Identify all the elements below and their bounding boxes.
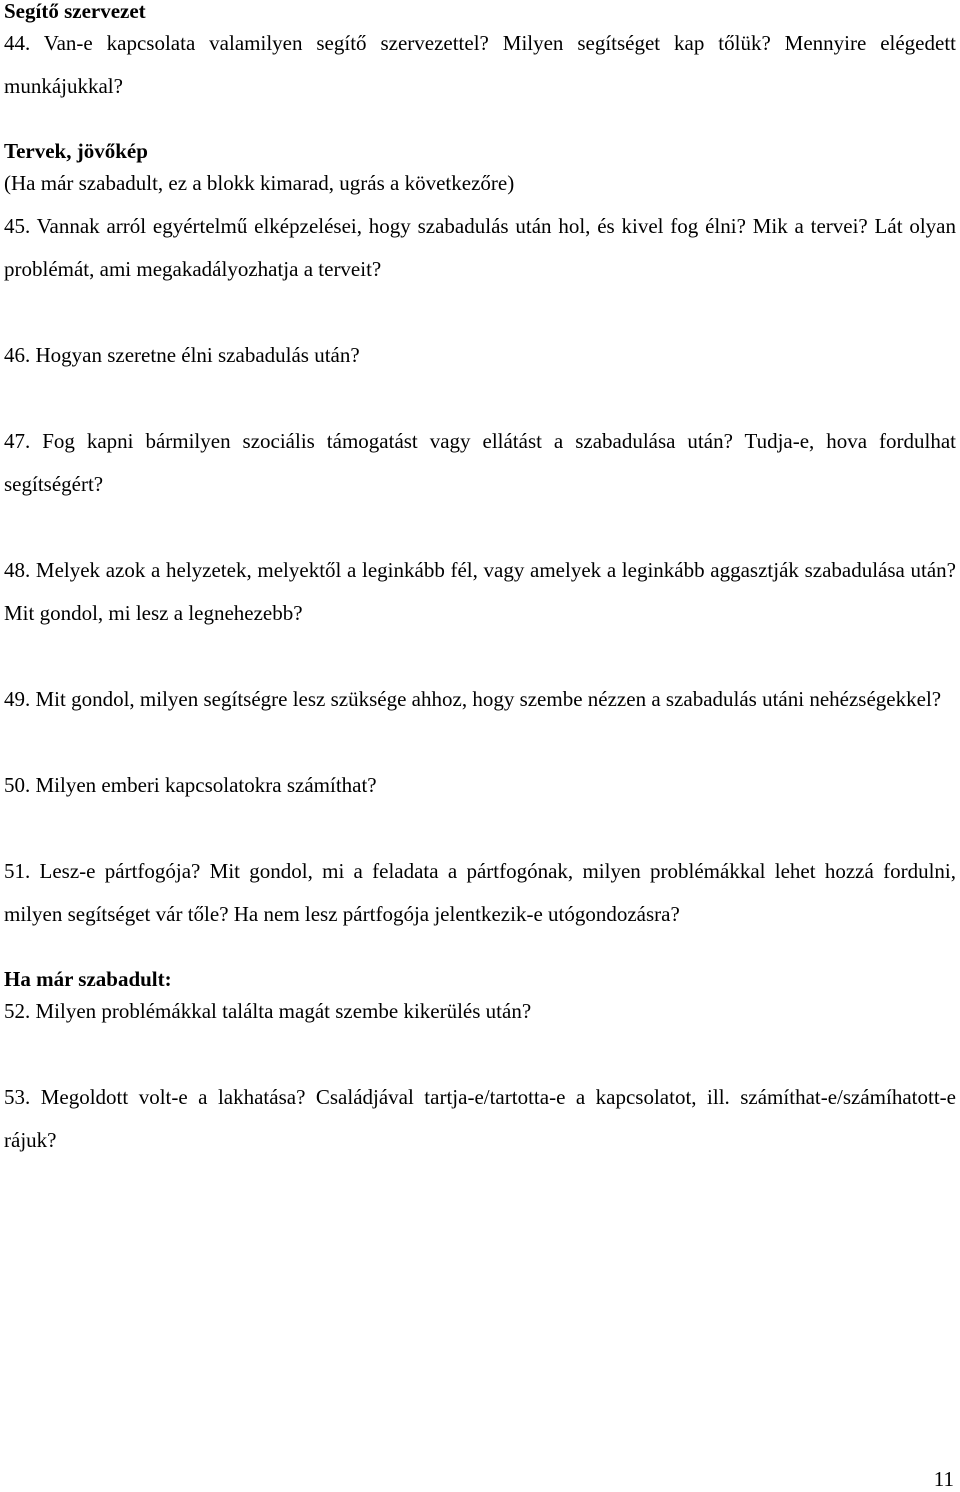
section-heading-segito: Segítő szervezet [4,0,146,23]
question-50: 50. Milyen emberi kapcsolatokra számíthat? [4,773,377,797]
question-49: 49. Mit gondol, milyen segítségre lesz szüksége ahhoz, hogy szembe nézzen a szabadulás utáni nehézségekkel? [4,687,942,711]
spacer [4,291,956,334]
spacer [4,721,956,764]
question-46: 46. Hogyan szeretne élni szabadulás után? [4,343,360,367]
spacer [4,377,956,420]
question-53: 53. Megoldott volt-e a lakhatása? Családjával tartja-e/tartotta-e a kapcsolatot, ill. számíthat-e/számíhatott-e rájuk? [4,1085,956,1152]
document-page [4,0,956,1162]
spacer [4,1033,956,1076]
page-number: 11 [933,1467,954,1491]
question-48: 48. Melyek azok a helyzetek, melyektől a leginkább fél, vagy amelyek a leginkább aggasztják szabadulása után? Mit gondol, mi lesz a legnehezebb? [4,558,956,625]
spacer [4,807,956,850]
question-47: 47. Fog kapni bármilyen szociális támogatást vagy ellátást a szabadulása után? Tudja-e, hova fordulhat segítségért? [4,429,956,496]
question-45: 45. Vannak arról egyértelmű elképzelései, hogy szabadulás után hol, és kivel fog élni? Mik a tervei? Lát olyan problémát, ami megakadályozhatja a terveit? [4,214,956,281]
section-note: (Ha már szabadult, ez a blokk kimarad, ugrás a következőre) [4,171,515,195]
question-51: 51. Lesz-e pártfogója? Mit gondol, mi a feladata a pártfogónak, milyen problémákkal lehet hozzá fordulni, milyen segítséget vár tőle? Ha nem lesz pártfogója jelentkezik-e utógondozásra? [4,859,956,926]
question-44: 44. Van-e kapcsolata valamilyen segítő szervezettel? Milyen segítséget kap tőlük? Mennyire elégedett munkájukkal? [4,31,956,98]
spacer [4,635,956,678]
section-heading-tervek: Tervek, jövőkép [4,139,148,163]
section-heading-szabadult: Ha már szabadult: [4,967,172,991]
spacer [4,506,956,549]
question-52: 52. Milyen problémákkal találta magát szembe kikerülés után? [4,999,532,1023]
